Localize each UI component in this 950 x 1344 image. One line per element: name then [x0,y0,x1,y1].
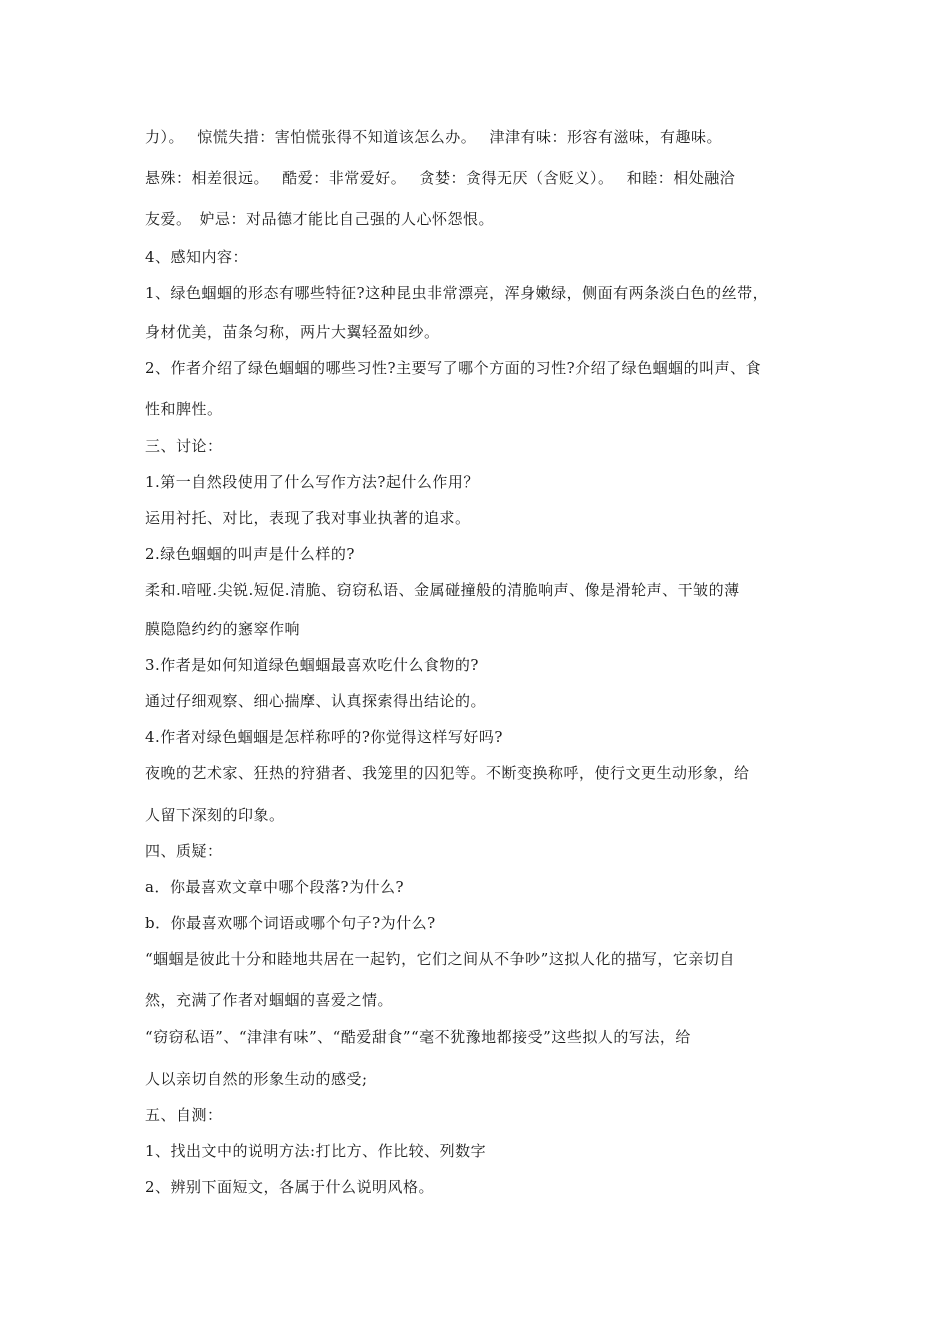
question-line: 2.绿色蝈蝈的叫声是什么样的? [145,545,355,563]
section-heading: 4、感知内容： [145,248,249,266]
answer-line: “窃窃私语”、“津津有味”、“酷爱甜食”“毫不犹豫地都接受”这些拟人的写法，给 [145,1028,691,1046]
answer-line: 柔和.喑哑.尖锐.短促.清脆、窃窃私语、金属碰撞般的清脆响声、像是滑轮声、干皱的薄 [145,581,740,599]
section-heading: 四、质疑： [145,842,223,860]
answer-line: 通过仔细观察、细心揣摩、认真探索得出结论的。 [145,692,487,710]
answer-line: 夜晚的艺术家、狂热的狩猎者、我笼里的囚犯等。不断变换称呼，使行文更生动形象，给 [145,764,750,782]
text-line: 悬殊：相差很远。 酷爱：非常爱好。 贪婪：贪得无厌（含贬义）。 和睦：相处融洽 [145,169,736,187]
question-line: 3.作者是如何知道绿色蝈蝈最喜欢吃什么食物的? [145,656,479,674]
question-line: b．你最喜欢哪个词语或哪个句子?为什么? [145,914,436,932]
answer-line: 人留下深刻的印象。 [145,806,285,824]
question-line: a．你最喜欢文章中哪个段落?为什么? [145,878,405,896]
text-line: 1、找出文中的说明方法:打比方、作比较、列数字 [145,1142,487,1160]
section-heading: 三、讨论： [145,437,223,455]
text-line: 身材优美，苗条匀称，两片大翼轻盈如纱。 [145,323,440,341]
text-line: 性和脾性。 [145,400,223,418]
question-line: 1.第一自然段使用了什么写作方法?起什么作用？ [145,473,479,491]
answer-line: 然，充满了作者对蝈蝈的喜爱之情。 [145,991,394,1009]
section-heading: 五、自测： [145,1106,223,1124]
answer-line: “蝈蝈是彼此十分和睦地共居在一起钓，它们之间从不争吵”这拟人化的描写，它亲切自 [145,950,735,968]
answer-line: 膜隐隐约约的窸窣作响 [145,620,301,638]
text-line: 力）。 惊慌失措：害怕慌张得不知道该怎么办。 津津有味：形容有滋味，有趣味。 [145,128,723,146]
text-line: 1、绿色蝈蝈的形态有哪些特征?这种昆虫非常漂亮，浑身嫩绿，侧面有两条淡白色的丝带， [145,284,769,302]
question-line: 4.作者对绿色蝈蝈是怎样称呼的?你觉得这样写好吗? [145,728,503,746]
answer-line: 运用衬托、对比，表现了我对事业执著的追求。 [145,509,471,527]
text-line: 2、作者介绍了绿色蝈蝈的哪些习性?主要写了哪个方面的习性?介绍了绿色蝈蝈的叫声、食 [145,359,762,377]
text-line: 2、辨别下面短文，各属于什么说明风格。 [145,1178,435,1196]
text-line: 友爱。 妒忌：对品德才能比自己强的人心怀怨恨。 [145,210,495,228]
answer-line: 人以亲切自然的形象生动的感受; [145,1070,368,1088]
